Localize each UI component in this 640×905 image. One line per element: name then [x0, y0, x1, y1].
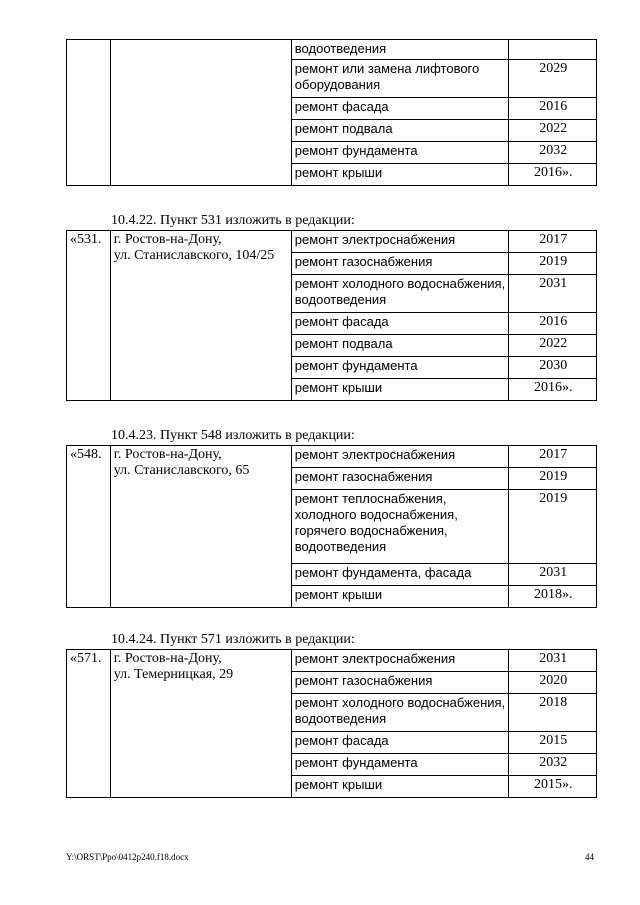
cell-address: [110, 231, 291, 401]
cell-year: 2032: [509, 142, 597, 164]
cell-year: 2018».: [509, 586, 597, 608]
cell-work: ремонт фундамента: [291, 754, 509, 776]
table-item-548: [66, 445, 597, 608]
cell-year: 2030: [509, 357, 597, 379]
address-line: ул. Станиславского, 65: [113, 463, 250, 478]
cell-work: ремонт фасада: [291, 313, 509, 335]
cell-work: ремонт фундамента: [291, 357, 509, 379]
cell-work: ремонт крыши: [291, 379, 509, 401]
cell-year: 2017: [509, 446, 597, 468]
cell-address: [110, 446, 291, 608]
cell-work: ремонт теплоснабжения, холодного водоснабжения, горячего водоснабжения, водоотведения: [291, 490, 509, 564]
cell-year: 2019: [509, 253, 597, 275]
cell-number: «531.: [67, 231, 111, 401]
cell-work: ремонт газоснабжения: [291, 468, 509, 490]
cell-work: ремонт электроснабжения: [291, 650, 509, 672]
cell-year: 2031: [509, 275, 597, 313]
address-line: г. Ростов-на-Дону,: [113, 447, 222, 462]
address-line: ул. Темерницкая, 29: [113, 667, 234, 682]
table-continuation: [66, 39, 597, 186]
cell-work: ремонт газоснабжения: [291, 253, 509, 275]
section-heading: 10.4.23. Пункт 548 изложить в редакции:: [111, 428, 355, 443]
cell-year: 2016».: [509, 164, 597, 186]
cell-work: водоотведения: [291, 40, 509, 60]
cell-work: ремонт газоснабжения: [291, 672, 509, 694]
cell-work: ремонт крыши: [291, 164, 509, 186]
address-line: ул. Станиславского, 104/25: [113, 248, 275, 263]
table-row: [67, 231, 597, 253]
footer-page-number: 44: [585, 852, 594, 862]
cell-work: ремонт крыши: [291, 776, 509, 798]
cell-year: 2016: [509, 98, 597, 120]
section-heading: 10.4.22. Пункт 531 изложить в редакции:: [111, 213, 355, 228]
cell-work: ремонт крыши: [291, 586, 509, 608]
cell-number: [67, 40, 111, 186]
cell-work: ремонт электроснабжения: [291, 231, 509, 253]
cell-work: ремонт холодного водоснабжения, водоотведения: [291, 694, 509, 732]
cell-number: «571.: [67, 650, 111, 798]
cell-work: ремонт подвала: [291, 120, 509, 142]
cell-work: ремонт электроснабжения: [291, 446, 509, 468]
cell-year: 2018: [509, 694, 597, 732]
cell-year: 2015».: [509, 776, 597, 798]
address-line: г. Ростов-на-Дону,: [113, 651, 222, 666]
cell-work: ремонт фасада: [291, 732, 509, 754]
cell-year: 2031: [509, 564, 597, 586]
cell-work: ремонт или замена лифтового оборудования: [291, 60, 509, 98]
cell-year: 2016».: [509, 379, 597, 401]
cell-work: ремонт фасада: [291, 98, 509, 120]
cell-year: 2029: [509, 60, 597, 98]
table-row: [67, 446, 597, 468]
cell-year: 2022: [509, 335, 597, 357]
cell-year: 2032: [509, 754, 597, 776]
cell-year: 2019: [509, 490, 597, 564]
table-item-571: [66, 649, 597, 798]
table-row: [67, 40, 597, 60]
table-row: [67, 650, 597, 672]
cell-year: 2031: [509, 650, 597, 672]
cell-address: [110, 650, 291, 798]
cell-year: 2016: [509, 313, 597, 335]
cell-work: ремонт фундамента: [291, 142, 509, 164]
cell-address: [110, 40, 291, 186]
cell-year: 2017: [509, 231, 597, 253]
cell-year: 2015: [509, 732, 597, 754]
cell-year: [509, 40, 597, 60]
cell-number: «548.: [67, 446, 111, 608]
cell-work: ремонт подвала: [291, 335, 509, 357]
footer-file-path: Y:\ORST\Ppo\0412p240.f18.docx: [66, 852, 189, 862]
address-line: г. Ростов-на-Дону,: [113, 232, 222, 247]
cell-work: ремонт холодного водоснабжения, водоотведения: [291, 275, 509, 313]
cell-year: 2020: [509, 672, 597, 694]
cell-work: ремонт фундамента, фасада: [291, 564, 509, 586]
section-heading: 10.4.24. Пункт 571 изложить в редакции:: [111, 632, 355, 647]
cell-year: 2019: [509, 468, 597, 490]
cell-year: 2022: [509, 120, 597, 142]
table-item-531: [66, 230, 597, 401]
